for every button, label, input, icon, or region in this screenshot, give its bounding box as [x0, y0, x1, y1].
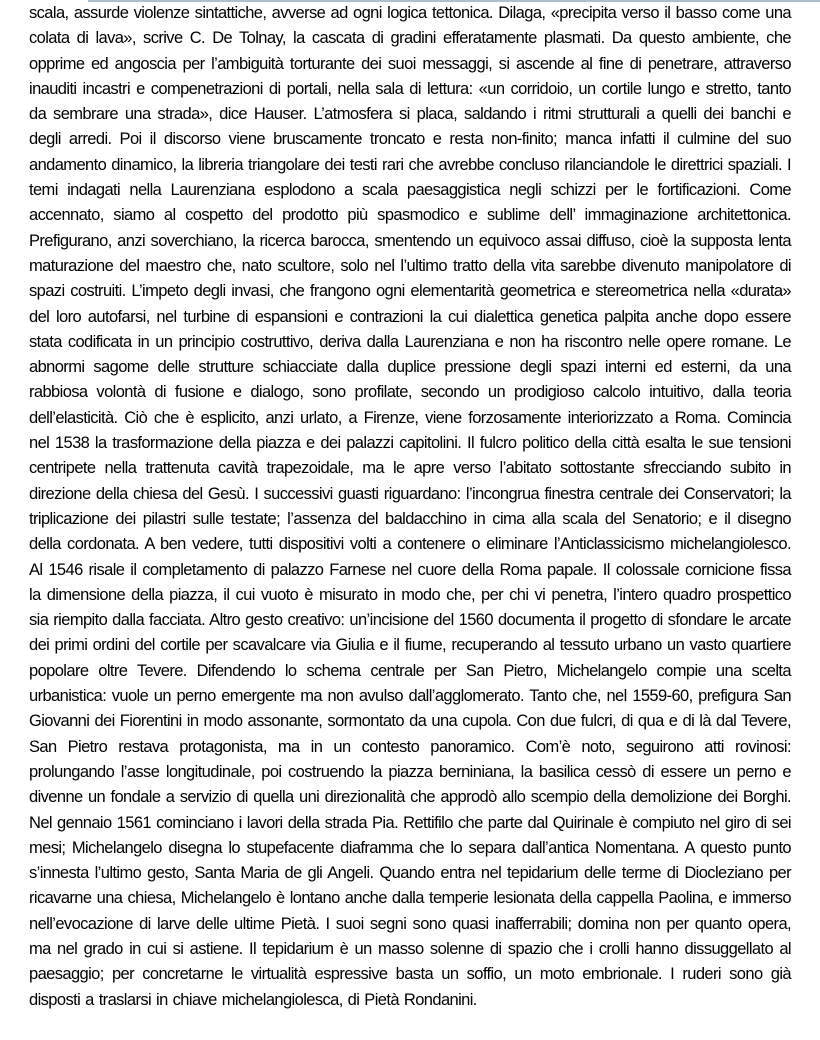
paragraph-part-1: scala, assurde violenze sintattiche, avverse ad ogni logica tettonica. Dilaga, «precipita verso il basso come una colata di lava», scrive C. De Tolnay, la cascata di gradini efferatamente plasmati. Da questo ambiente, che opprime ed angoscia per l’ambiguità torturante dei suoi messaggi, si ascende al fine di penetrare, attraverso inauditi incastri e compenetrazioni di portali, nella sala di lettura: «un corridoio, un cortile lungo e stretto, tanto da sembrare una strada», dice Hauser. L’atmosfera si placa, saldando i ritmi strutturali a quelli dei banchi e degli arredi. Poi il discorso viene bruscamente troncato e resta non-finito; manca infatti il culmine del suo andamento dinamico, la libreria triangolare dei testi rari che avrebbe concluso rilanciandole le direttrici spaziali. I temi indagati nella Laurenziana esplodono a scala paesaggistica negli schizzi per le fortificazioni. Come accennato, siamo al cospetto del prodotto più spasmodico e sublime dell’ immaginazione architettonica. Prefigurano, anzi soverchiano, la ricerca barocca, smentendo un equivoco assai diffuso, cioè la supposta lenta maturazione del maestro che, nato scultore, solo nel l’ultimo tratto della vita sarebbe divenuto manipolatore di spazi costruiti. L’impeto degli invasi, che frangono ogni elementarità geometrica e stereometrica nella «durata» del loro autofarsi, nel turbine di espansioni e contrazioni la cui dialettica genetica palpita anche dopo essere stata codificata in un principio costruttivo, deriva dalla Laurenziana e non ha riscontro nelle opere romane. Le abnormi sagome delle strutture schiacciate dalla duplice pressione degli spazi interni ed esterni, da una rabbiosa volontà di fusione e dialogo, sono profilate, secondo un prodigioso calcolo intuitivo, dalla teoria dell’elasticità. Ciò che è esplicito, anzi urlato, a Firenze, viene forzosamente interiorizzato a Roma. Comincia nel 1538 la trasformazione della piazza e dei palazzi capitolini. Il fulcro politico della città esalta le sue tensioni centripete nella trattenuta cavità trapezoidale, ma le apre verso l’abitato sottostante sfrecciando subito in direzione della chiesa del Gesù. I successivi guasti riguardano: l’incongrua finestra centrale dei Conservatori; la triplicazione dei pilastri sulle testate; l’assenza del baldacchino in cima alla scala del Senatorio; e il disegno della cordonata. A ben vedere, tutti dispositivi volti a contenere o eliminare l’Anticlassicismo michelangiolesco. Al 1546 risale il completamento di palazzo Farnese nel cuore della Roma papale. Il colossale cornicione fissa la dimensione della piazza, il cui vuoto è misurato in modo che, per chi vi penetra, l’intero quadro prospettico sia riempito dalla facciata. Altro gesto creativo: un’incisione del 1560 documenta il progetto di sfondare le arcate dei primi ordini del cortile per scavalcare via Giulia e il fiume, recuperando al tessuto urbano un vasto quartiere popolare oltre Tevere. Difendendo lo schema centrale per San Pietro, Michelangelo compie una scelta urbanistica: vuole un perno emergente ma non avulso dall’agglomerato. Tanto che, nel 1559-60, prefigura San Giovanni dei Fiorentini in modo assonante, sormontato da una cupola. Con due fulcri, di qua e di là dal Tevere, San Pietro restava protagonista, ma in un contesto panoramico. Com’è noto, seguirono atti rovinosi: prolungando l’asse longitudinale, poi costruendo la piazza berniniana, la basilica cessò di essere un perno e divenne un fondale a servizio di quella uni direzionalità che approdò allo scempio della demolizione dei Borghi. [29, 4, 791, 807]
body-text [29, 1, 791, 1013]
paragraph-part-2: Nel gennaio 1561 cominciano i lavori della strada Pia. Rettifilo che parte dal Quirinale è compiuto nel giro di sei mesi; Michelangelo disegna lo stupefacente diaframma che lo separa dall’antica Nomentana. A questo punto s’innesta l’ultimo gesto, Santa Maria de gli Angeli. Quando entra nel tepidarium delle terme di Diocleziano per ricavarne una chiesa, Michelangelo è lontano anche dalla temperie lesionata della cappella Paolina, e immerso nell’evocazione di larve delle ultime Pietà. I suoi segni sono quasi inafferrabili; domina non per quanto opera, ma nel grado in cui si astiene. Il tepidarium è un masso solenne di spazio che i crolli hanno dissuggellato al paesaggio; per concretarne le virtualità espressive basta un soffio, un moto embrionale. I ruderi sono già disposti a traslarsi in chiave michelangiolesca, di Pietà Rondanini. [29, 813, 791, 1009]
